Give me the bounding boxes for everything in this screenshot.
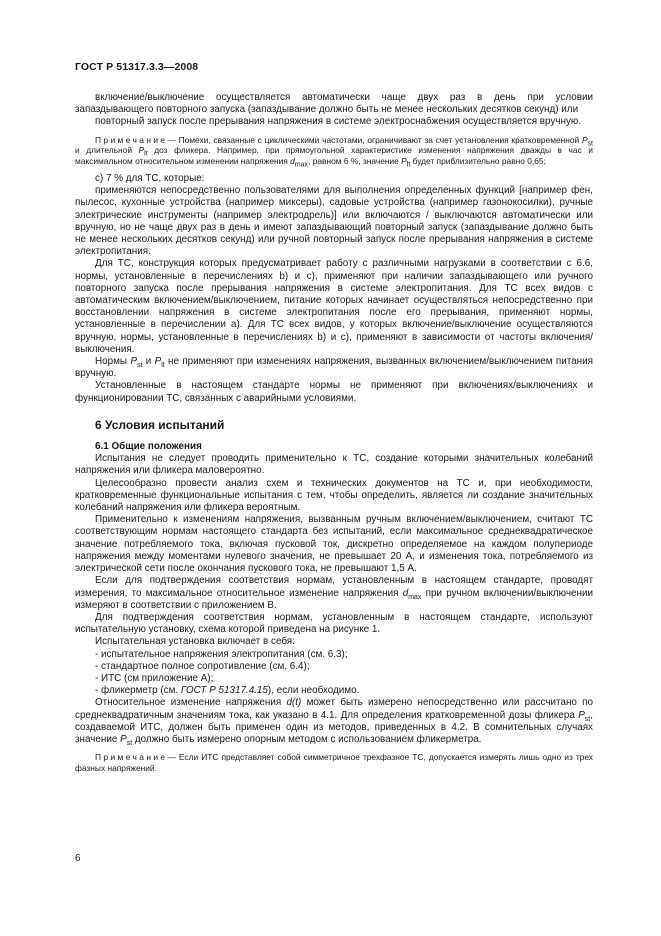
list4-a: - фликерметр (см. bbox=[95, 685, 181, 697]
p5-plt-sub: lt bbox=[161, 362, 165, 370]
paragraph-1: включение/выключение осуществляется автоматически чаще двух раз в день при условии запаздывающего повторного запуска (запаздывание должно быть не менее нескольких десятков секунд) или bbox=[75, 92, 593, 116]
note-1-pst: P bbox=[581, 134, 588, 145]
paragraph-10 bbox=[75, 575, 593, 612]
paragraph-9: Применительно к изменениям напряжения, вызванным ручным включением/выключением, считают ТС соответствующим нормам настоящего стандарта без испытаний, если максимальное среднеквадратическое значение потребляемого тока, включая пусковой ток, дискретно определяемое на каждом полупериоде напряжения между моментами нулевого значения, не превышает 20 А, и изменения тока, потребляемого из электрической сети после окончания пускового тока, не превышают 1,5 А. bbox=[75, 514, 593, 575]
p13-pst-sub: st bbox=[584, 715, 591, 723]
section-6-1-heading: 6.1 Общие положения bbox=[95, 441, 202, 453]
paragraph-13 bbox=[75, 697, 593, 746]
paragraph-5 bbox=[75, 356, 593, 380]
note-1 bbox=[75, 135, 593, 167]
paragraph-3: применяются непосредственно пользователями для выполнения определенных функций [например фен, пылесос, кухонные устройства (например миксеры), садовые устройства (например газонокосилки), ручные электрические инструменты (например электродрель)] или включаются / выключаются автоматически или вручную, но не чаще двух раз в день и имеют запаздывающий повторный запуск (запаздывание должно быть не менее нескольких десятков секунд) или ручной повторный запуск после прерывания напряжения в системе электропитания. bbox=[75, 185, 593, 258]
page-content bbox=[75, 92, 593, 780]
p10-b: при ручном включении/выключении измеряют в соответствии с приложением В. bbox=[75, 587, 593, 611]
p10-a: Если для подтверждения соответствия нормам, установленным в настоящем стандарте, проводят измерения, то максимальное относительное изменение напряжения bbox=[75, 575, 593, 599]
list-item-c: с) 7 % для ТС, которые: bbox=[95, 173, 205, 184]
section-6-heading: 6 Условия испытаний bbox=[95, 417, 225, 432]
standard-reference-link[interactable]: ГОСТ Р 51317.4.15 bbox=[180, 685, 268, 697]
p13-pst2: P bbox=[120, 733, 127, 745]
note-1-d-sub: max bbox=[294, 161, 309, 169]
note-1-text-d: , равном 6 %, значение bbox=[308, 156, 402, 167]
p10-d: d bbox=[402, 587, 409, 599]
p13-dt: d(t) bbox=[286, 697, 302, 709]
p13-a: Относительное изменение напряжения bbox=[95, 697, 287, 709]
list-item: - стандартное полное сопротивление (см. 6.4); bbox=[95, 660, 310, 672]
list-item: - ИТС (см приложение А); bbox=[95, 672, 214, 684]
p5-b: не применяют при изменениях напряжения, вызванных включением/выключением питания вручную. bbox=[75, 356, 593, 380]
note-1-plt: P bbox=[138, 145, 145, 156]
note-1-plt-sub: lt bbox=[144, 151, 148, 159]
note-1-plt2: P bbox=[401, 156, 407, 167]
list-item: - испытательное напряжения электропитания (см. 6.3); bbox=[95, 648, 348, 660]
list-item-flickermeter bbox=[75, 685, 593, 697]
p13-d: должно быть измерено опорным методом с использованием фликерметра. bbox=[132, 733, 482, 745]
paragraph-8: Целесообразно провести анализ схем и технических документов на ТС и, при необходимости, кратковременные функциональные испытания с тем, чтобы определить, является ли создание значительных колебаний напряжения или фликера вероятным. bbox=[75, 477, 593, 514]
document-code-header: ГОСТ Р 51317.3.3—2008 bbox=[75, 61, 199, 73]
p13-pst: P bbox=[578, 709, 585, 721]
paragraph-11: Для подтверждения соответствия нормам, установленным в настоящем стандарте, используют испытательную установку, схема которой приведена на рисунке 1. bbox=[75, 611, 593, 636]
note-1-plt2-sub: lt bbox=[406, 161, 411, 169]
note-1-text-c: доз фликера. Например, при прямоугольной характеристике изменения напряжения дважды в час и максимальном относительном изменении напряжения bbox=[75, 145, 593, 167]
paragraph-6: Установленные в настоящем стандарте нормы не применяют при включениях/выключениях и функционировании ТС, связанных с аварийными условиями. bbox=[75, 380, 593, 404]
p13-pst2-sub: st bbox=[126, 739, 133, 747]
note-1-pst-sub: st bbox=[587, 140, 593, 148]
p5-pst: P bbox=[130, 356, 137, 368]
p5-plt: P bbox=[154, 356, 162, 368]
note-1-d: d bbox=[290, 156, 295, 167]
p5-and: и bbox=[142, 356, 155, 368]
p5-pst-sub: st bbox=[136, 362, 143, 370]
note-1-label: Примечание bbox=[95, 134, 168, 145]
note-2-label: Примечание bbox=[95, 752, 168, 763]
p5-a: Нормы bbox=[95, 356, 131, 368]
note-1-text-a: — Помехи, связанные с циклическими частотами, ограничивают за счет установления кратковременной bbox=[167, 134, 582, 145]
page-number: 6 bbox=[75, 853, 81, 864]
note-1-text-e: будет приблизительно равно 0,65; bbox=[410, 156, 546, 167]
paragraph-12: Испытательная установка включает в себя: bbox=[95, 636, 295, 648]
p13-c: , создаваемой ИТС, должен быть применен один из методов, приведенных в 4.2. В сомнительных случаях значение bbox=[75, 709, 593, 745]
paragraph-7: Испытания не следует проводить применительно к ТС, создание которыми значительных колебаний напряжения или фликера маловероятно. bbox=[75, 453, 593, 477]
note-1-text-b: и длительной bbox=[75, 145, 139, 156]
p13-b: может быть измерено непосредственно или рассчитано по среднеквадратичным значениям тока, как указано в 4.1. Для определения кратковременной дозы фликера bbox=[75, 697, 593, 721]
list4-b: ), если необходимо. bbox=[267, 685, 360, 697]
paragraph-2: повторный запуск после прерывания напряжения в системе электроснабжения осуществляется вручную. bbox=[95, 116, 582, 128]
paragraph-4: Для ТС, конструкция которых предусматривает работу с различными нагрузками в соответствии с 6.6, нормы, установленные в перечислениях b) и c), применяют при наличии запаздывающего или ручного повторного запуска после прерывания напряжения в системе электропитания. Для ТС всех видов с автоматическим включением/выключением, питание которых начинает осуществляться непосредственно при восстановлении напряжения в системе электропитания после его прерывания, применяют нормы, установленные в перечислении a). Для ТС всех видов, у которых включение/выключение осуществляются вручную, нормы, установленные в перечислениях b) и c), применяют в зависимости от частоты включения/выключения. bbox=[75, 258, 593, 355]
note-2 bbox=[75, 752, 593, 774]
note-2-text: — Если ИТС представляет собой симметричное трехфазное ТС, допускается измерять лишь одно из трех фазных напряжений. bbox=[75, 752, 593, 773]
p10-d-sub: max bbox=[408, 593, 422, 601]
